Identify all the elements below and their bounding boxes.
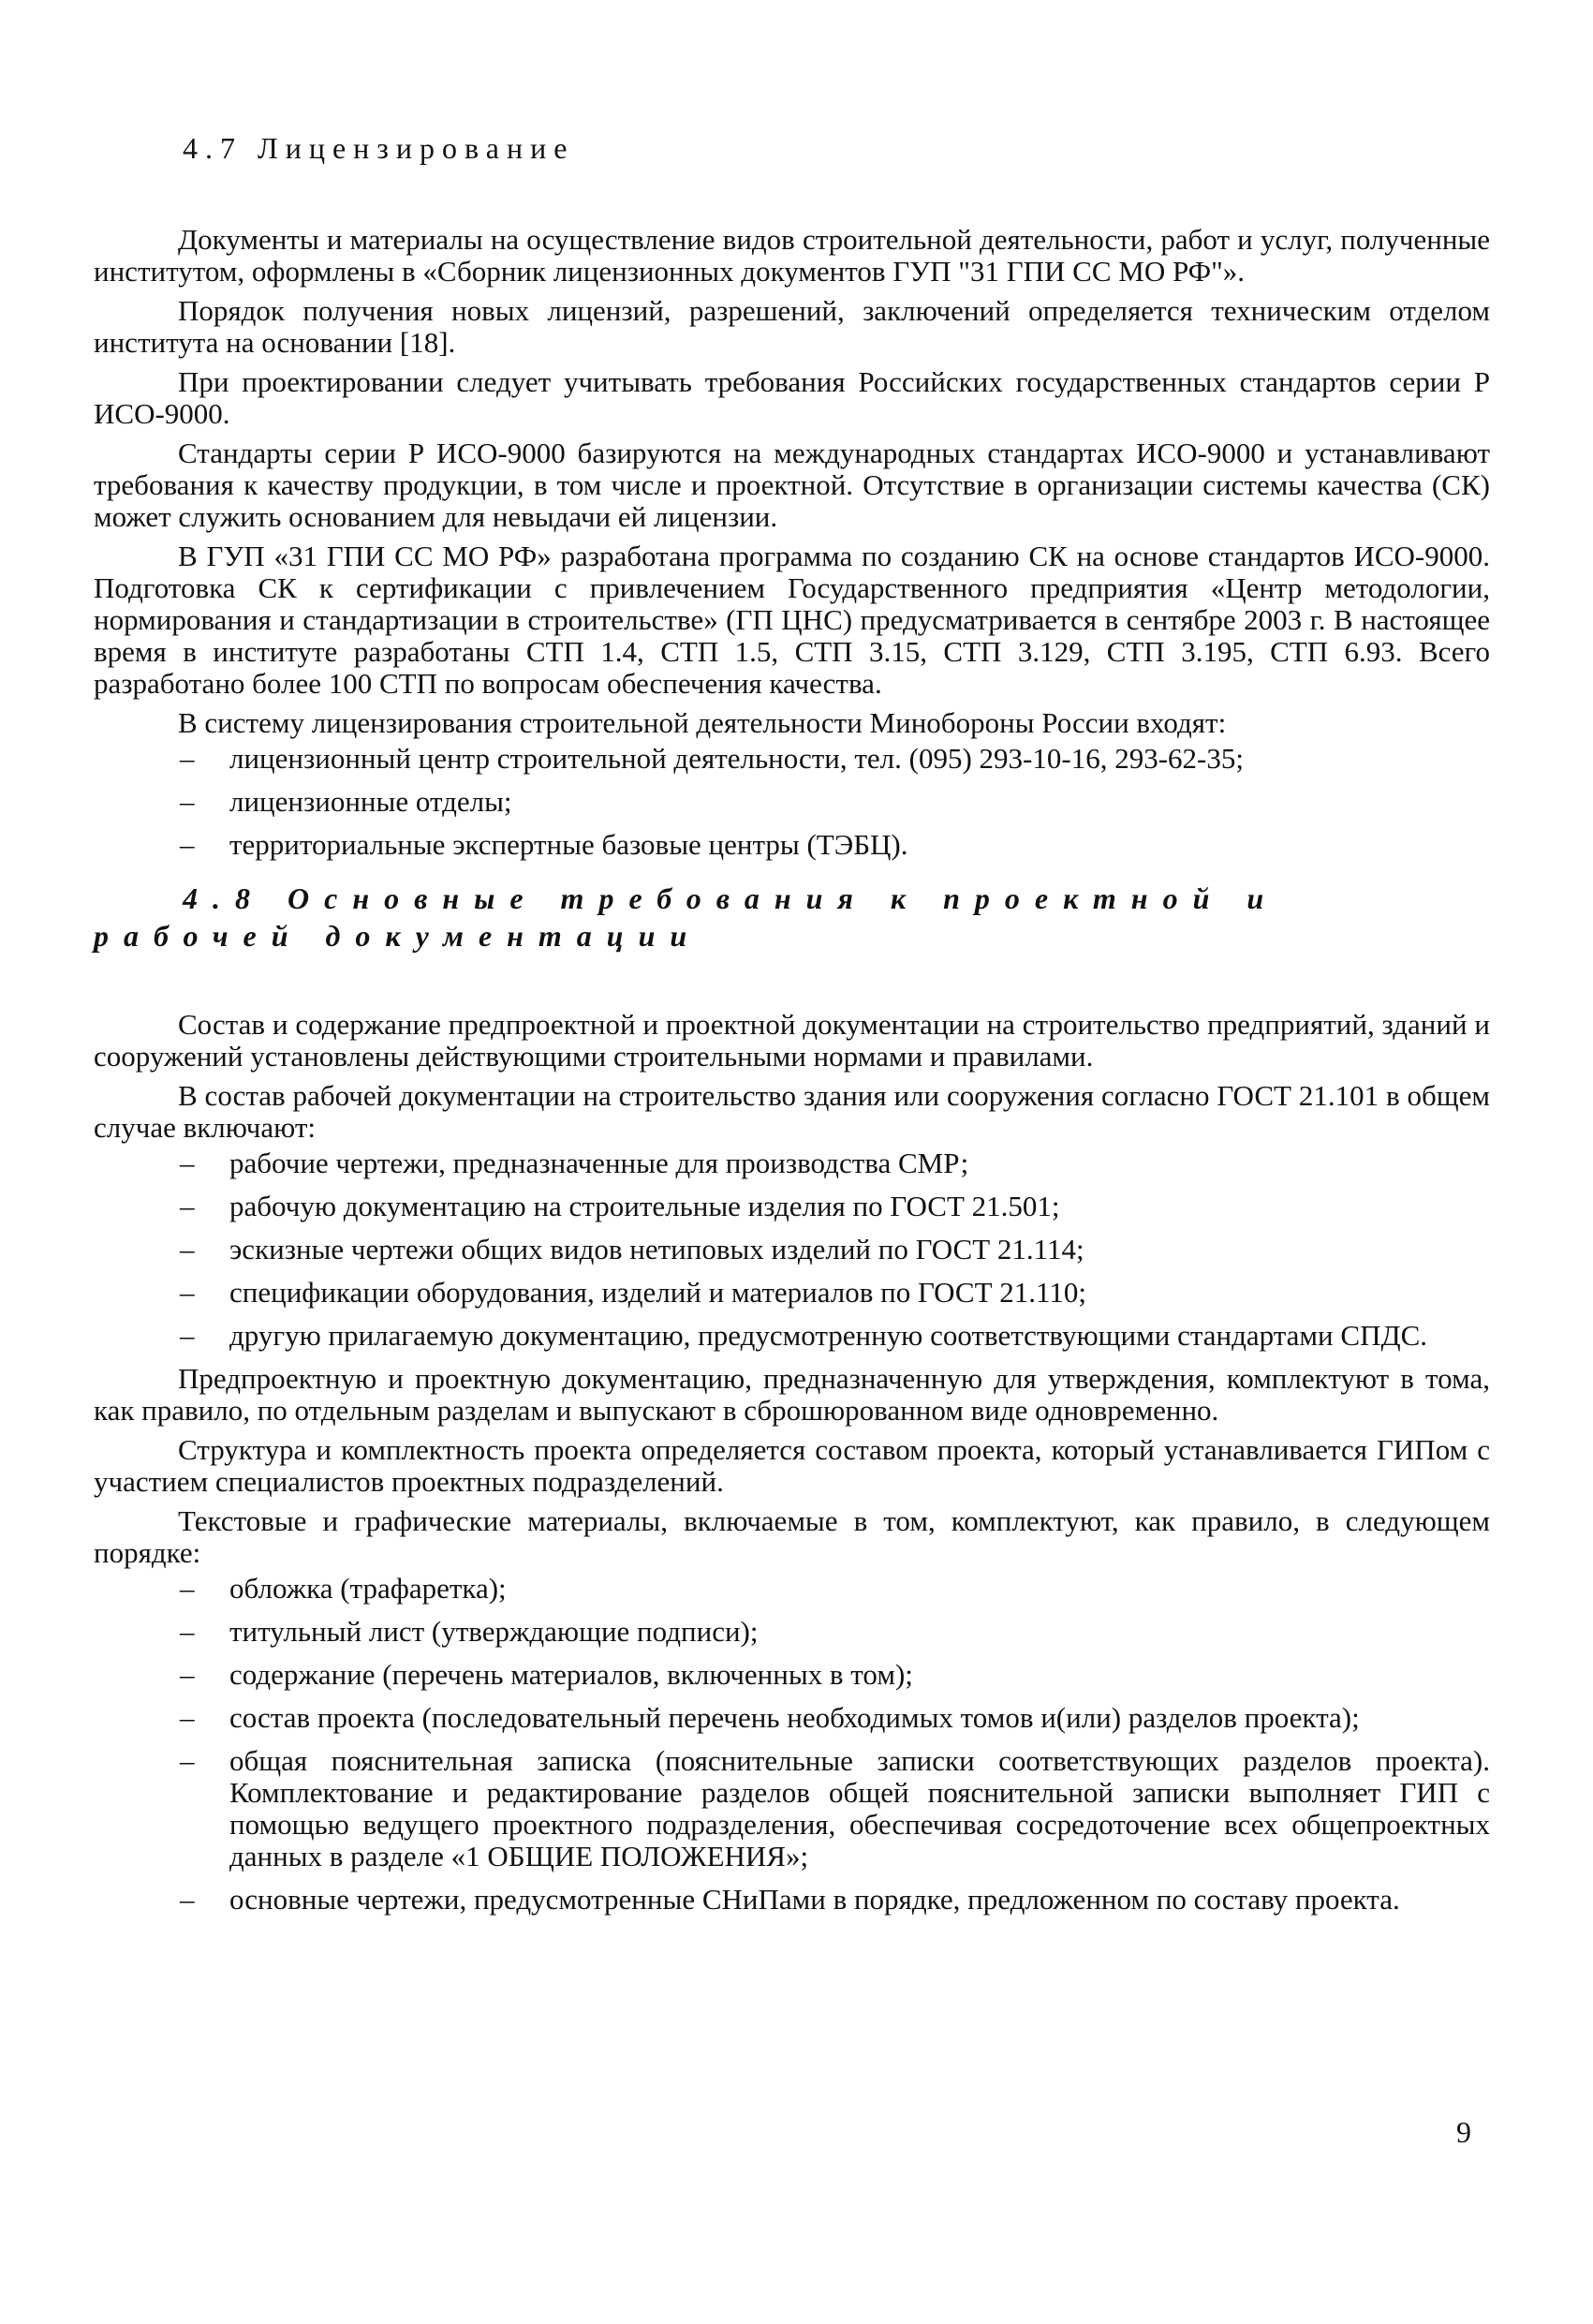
list-item-text: рабочую документацию на строительные изделия по ГОСТ 21.501; (229, 1190, 1060, 1222)
list-item-text: другую прилагаемую документацию, предусмотренную соответствующими стандартами СПДС. (229, 1319, 1428, 1352)
list-item (94, 1147, 1490, 1179)
paragraph: В систему лицензирования строительной деятельности Минобороны России входят: (178, 706, 1227, 739)
section-heading-4-7: 4.7 Лицензирование (183, 131, 575, 165)
dash-bullet: – (180, 785, 195, 818)
paragraph: Предпроектную и проектную документацию, предназначенную для утверждения, комплектуют в тома, как правило, по отдельным разделам и выпускают в сброшюрованном виде одновременно. (94, 1362, 1490, 1427)
paragraph: В ГУП «31 ГПИ СС МО РФ» разработана программа по созданию СК на основе стандартов ИСО-9000. Подготовка СК к сертификации с привлечением Государственного предприятия «Центр методологии, нормирования и стандартизации в строительстве» (ГП ЦНС) предусматривается в сентябре 2003 г. В настоящее время в институте разработаны СТП 1.4, СТП 1.5, СТП 3.15, СТП 3.129, СТП 3.195, СТП 6.93. Всего разработано более 100 СТП по вопросам обеспечения качества. (94, 540, 1490, 700)
dash-bullet: – (180, 1658, 195, 1691)
list-item-text: состав проекта (последовательный перечень необходимых томов и(или) разделов проекта); (229, 1701, 1360, 1734)
list-item (94, 1745, 1490, 1873)
paragraph: Порядок получения новых лицензий, разрешений, заключений определяется техническим отделом института на основании [18]. (94, 294, 1490, 359)
list-item (94, 1191, 1490, 1222)
list-item (94, 1884, 1490, 1916)
list-item (94, 1320, 1490, 1352)
dash-bullet: – (180, 1615, 195, 1648)
list-item (94, 743, 1490, 775)
paragraph: Стандарты серии Р ИСО-9000 базируются на международных стандартах ИСО-9000 и устанавливают требования к качеству продукции, в том числе и проектной. Отсутствие в организации системы качества (СК) может служить основанием для невыдачи ей лицензии. (94, 437, 1490, 533)
dash-bullet: – (180, 1276, 195, 1309)
list-item-text: титульный лист (утверждающие подписи); (229, 1615, 759, 1648)
list-item (94, 1702, 1490, 1734)
dash-bullet: – (180, 1190, 195, 1222)
page-number: 9 (1456, 2115, 1471, 2149)
section-heading-4-8: 4.8 Основные требования к проектной и рабочей документации (94, 881, 1279, 953)
volume-order-list (94, 1573, 1490, 1916)
list-item-text: основные чертежи, предусмотренные СНиПами в порядке, предложенном по составу проекта. (229, 1883, 1400, 1916)
dash-bullet: – (180, 1572, 195, 1605)
dash-bullet: – (180, 1744, 195, 1777)
dash-bullet: – (180, 828, 195, 861)
paragraph: Состав и содержание предпроектной и проектной документации на строительство предприятий, зданий и сооружений установлены действующими строительными нормами и правилами. (94, 1008, 1490, 1073)
list-item-text: содержание (перечень материалов, включенных в том); (229, 1658, 913, 1691)
working-docs-list (94, 1147, 1490, 1352)
dash-bullet: – (180, 1701, 195, 1734)
dash-bullet: – (180, 742, 195, 775)
dash-bullet: – (180, 1233, 195, 1266)
dash-bullet: – (180, 1883, 195, 1916)
list-item (94, 829, 1490, 861)
paragraph: Структура и комплектность проекта определяется составом проекта, который устанавливается ГИПом с участием специалистов проектных подразделений. (94, 1433, 1490, 1498)
paragraph: В состав рабочей документации на строительство здания или сооружения согласно ГОСТ 21.101 в общем случае включают: (94, 1079, 1490, 1144)
list-item-text: лицензионный центр строительной деятельности, тел. (095) 293-10-16, 293-62-35; (229, 742, 1244, 775)
list-item-text: эскизные чертежи общих видов нетиповых изделий по ГОСТ 21.114; (229, 1233, 1084, 1266)
paragraph: Документы и материалы на осуществление видов строительной деятельности, работ и услуг, полученные институтом, оформлены в «Сборник лицензионных документов ГУП "31 ГПИ СС МО РФ"». (94, 223, 1490, 288)
paragraph: Текстовые и графические материалы, включаемые в том, комплектуют, как правило, в следующем порядке: (94, 1504, 1490, 1569)
list-item-text: лицензионные отделы; (229, 785, 512, 818)
list-item (94, 1234, 1490, 1266)
list-item-text: обложка (трафаретка); (229, 1572, 507, 1605)
dash-bullet: – (180, 1319, 195, 1352)
list-item-text: общая пояснительная записка (пояснительные записки соответствующих разделов проекта). Комплектование и редактирование разделов общей пояснительной записки выполняет ГИП с помощью ведущего проектного подразделения, обеспечивая сосредоточение всех общепроектных данных в разделе «1 ОБЩИЕ ПОЛОЖЕНИЯ»; (229, 1744, 1490, 1873)
paragraph: При проектировании следует учитывать требования Российских государственных стандартов серии Р ИСО-9000. (94, 365, 1490, 430)
list-item (94, 1277, 1490, 1309)
dash-bullet: – (180, 1147, 195, 1179)
list-item (94, 1659, 1490, 1691)
list-item-text: рабочие чертежи, предназначенные для производства СМР; (229, 1147, 969, 1179)
list-item (94, 1573, 1490, 1605)
list-item (94, 1616, 1490, 1648)
list-item-text: территориальные экспертные базовые центры (ТЭБЦ). (229, 828, 908, 861)
list-item (94, 786, 1490, 818)
list-item-text: спецификации оборудования, изделий и материалов по ГОСТ 21.110; (229, 1276, 1086, 1309)
licensing-list (94, 743, 1490, 861)
